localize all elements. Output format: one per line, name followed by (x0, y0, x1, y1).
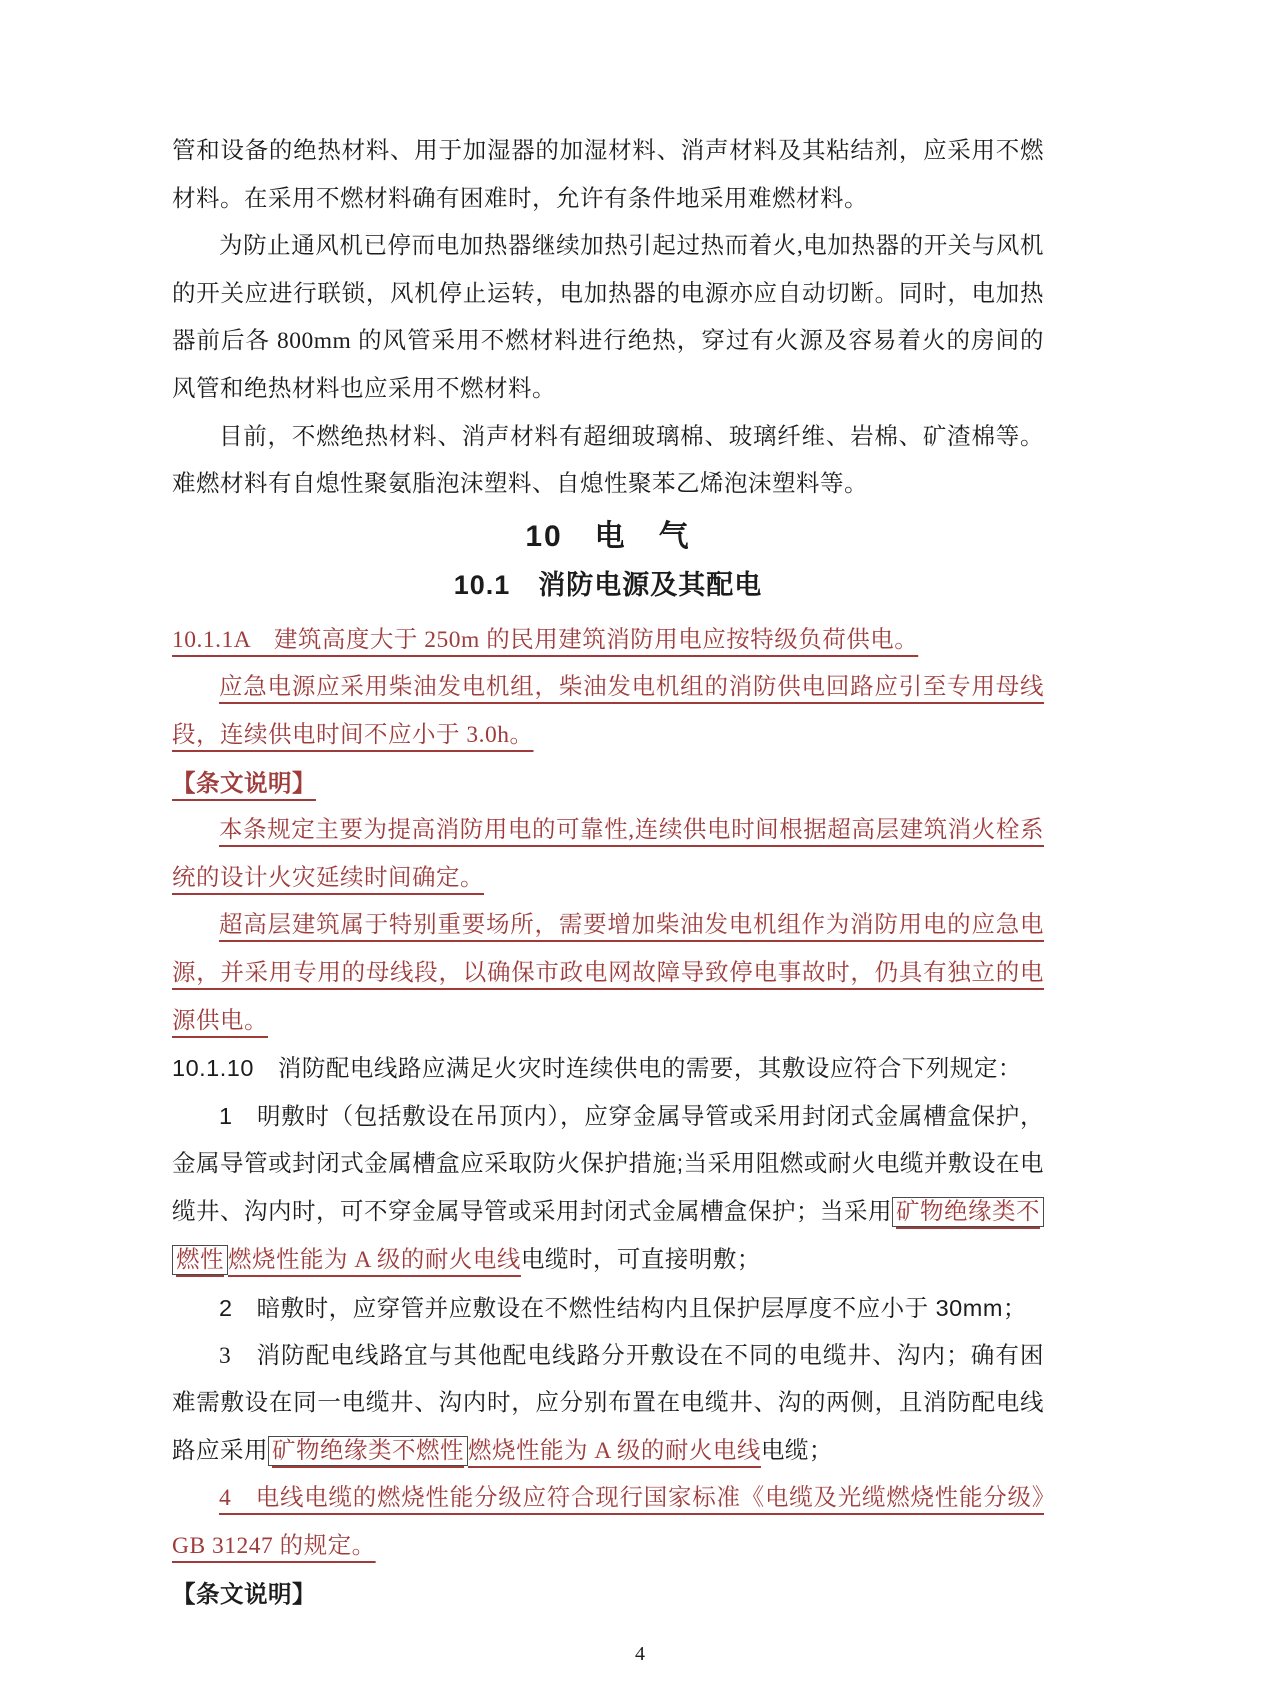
item1-text-post: 电缆时，可直接明敷； (520, 1246, 761, 1273)
paragraph-electric-heater-interlock: 为防止通风机已停而电加热器继续加热引起过热而着火,电加热器的开关与风机的开关应进行联锁，风机停止运转，电加热器的电源亦应自动切断。同时，电加热器前后各 800mm 的风管采用不燃材料进行绝热，穿过有火源及容易着火的房间的风管和绝热材料也应采用不燃材料。 (172, 233, 1044, 402)
clause-10-1-10-item4: 4 电线电缆的燃烧性能分级应符合现行国家标准《电缆及光缆燃烧性能分级》GB 31247 的规定。 (172, 1485, 1044, 1560)
clause-10-1-10-item2: 2 暗敷时，应穿管并应敷设在不燃性结构内且保护层厚度不应小于 30mm； (219, 1295, 1027, 1322)
item1-boxed-revision-text: 矿物绝缘类不燃性 (172, 1197, 1044, 1276)
explanation-paragraph-diesel-generator: 超高层建筑属于特别重要场所，需要增加柴油发电机组作为消防用电的应急电源，并采用专用的母线段，以确保市政电网故障导致停电事故时，仍具有独立的电源供电。 (172, 912, 1044, 1034)
explanation-label-red: 【条文说明】 (172, 769, 316, 796)
clause-10-1-1A-main: 10.1.1A 建筑高度大于 250m 的民用建筑消防用电应按特级负荷供电。 (172, 626, 919, 653)
chapter-heading-electrical: 10 电 气 (525, 519, 691, 553)
clause-10-1-10-item1 (172, 1093, 1044, 1285)
paragraph-duct-insulation: 管和设备的绝热材料、用于加湿器的加湿材料、消声材料及其粘结剂，应采用不燃材料。在采用不燃材料确有困难时，允许有条件地采用难燃材料。 (172, 138, 1044, 212)
page-number: 4 (635, 1643, 645, 1665)
item3-text-pre: 3 消防配电线路宜与其他配电线路分开敷设在不同的电缆井、沟内；确有困难需敷设在同一电缆井、沟内时，应分别布置在电缆井、沟的两侧，且消防配电线路应采用 (172, 1342, 1044, 1464)
explanation-label-black: 【条文说明】 (172, 1580, 316, 1607)
clause-10-1-1A-supplement: 应急电源应采用柴油发电机组，柴油发电机组的消防供电回路应引至专用母线段，连续供电时间不应小于 3.0h。 (172, 674, 1044, 748)
clause-10-1-10-item3 (172, 1333, 1044, 1476)
item3-text-post: 电缆； (760, 1437, 833, 1464)
page-content (172, 128, 1044, 1618)
explanation-paragraph-reliability: 本条规定主要为提高消防用电的可靠性,连续供电时间根据超高层建筑消火栓系统的设计火灾延续时间确定。 (172, 817, 1044, 891)
paragraph-noncombustible-materials-list: 目前，不燃绝热材料、消声材料有超细玻璃棉、玻璃纤维、岩棉、矿渣棉等。难燃材料有自熄性聚氨脂泡沫塑料、自熄性聚苯乙烯泡沫塑料等。 (172, 423, 1044, 498)
item1-underlined-revision-text: 燃烧性能为 A 级的耐火电线 (228, 1247, 521, 1274)
section-heading-fire-power-supply: 10.1 消防电源及其配电 (453, 569, 763, 600)
item3-underlined-revision-text: 燃烧性能为 A 级的耐火电线 (468, 1437, 761, 1464)
clause-10-1-10-heading: 10.1.10 消防配电线路应满足火灾时连续供电的需要，其敷设应符合下列规定： (172, 1055, 1022, 1082)
item1-text-pre: 1 明敷时（包括敷设在吊顶内），应穿金属导管或采用封闭式金属槽盒保护，金属导管或封闭式金属槽盒应采取防火保护措施;当采用阻燃或耐火电缆并敷设在电缆井、沟内时，可不穿金属导管或采用封闭式金属槽盒保护；当采用 (172, 1102, 1044, 1224)
item3-boxed-revision-text: 矿物绝缘类不燃性 (268, 1436, 468, 1466)
